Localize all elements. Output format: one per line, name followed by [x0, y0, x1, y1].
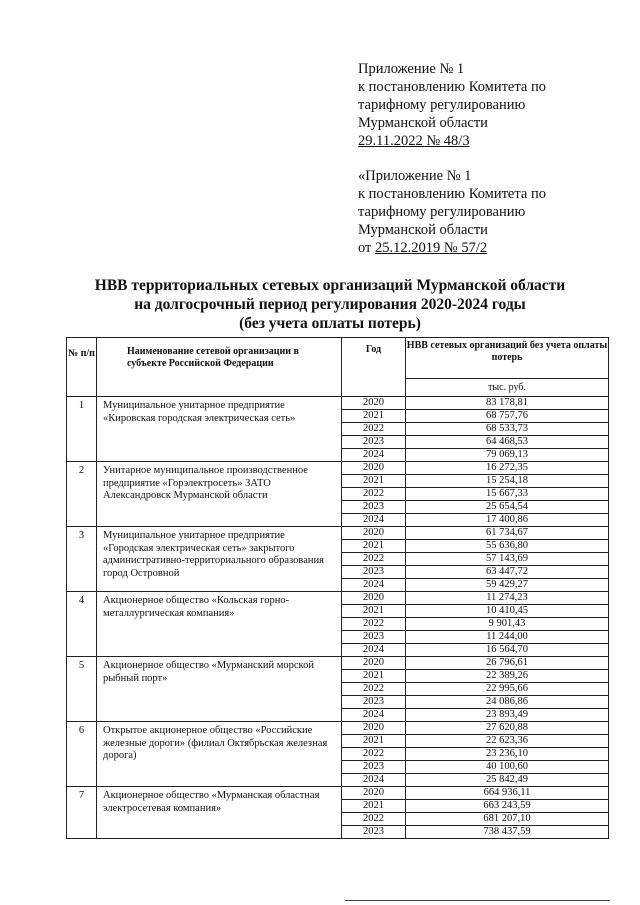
nvv-value-cell: 15 254,18: [406, 475, 609, 488]
table-row: [67, 787, 609, 800]
nvv-value-cell: 55 636,80: [406, 540, 609, 553]
nvv-value-cell: 15 667,33: [406, 488, 609, 501]
year-cell: 2024: [342, 644, 406, 657]
nvv-value-cell: 79 069,13: [406, 449, 609, 462]
org-number: 3: [67, 527, 97, 592]
year-cell: 2020: [342, 592, 406, 605]
year-cell: 2022: [342, 683, 406, 696]
year-cell: 2022: [342, 553, 406, 566]
year-cell: 2023: [342, 501, 406, 514]
nvv-value-cell: 11 244,00: [406, 631, 609, 644]
year-cell: 2023: [342, 696, 406, 709]
header-line: тарифному регулированию: [358, 204, 526, 220]
nvv-value-cell: 663 243,59: [406, 800, 609, 813]
org-number: 1: [67, 397, 97, 462]
table-row: [67, 397, 609, 410]
nvv-value-cell: 26 796,61: [406, 657, 609, 670]
nvv-value-cell: 64 468,53: [406, 436, 609, 449]
table-row: [67, 462, 609, 475]
year-cell: 2024: [342, 449, 406, 462]
nvv-table: [66, 337, 609, 839]
nvv-value-cell: 68 533,73: [406, 423, 609, 436]
table-row: [67, 722, 609, 735]
year-cell: 2023: [342, 761, 406, 774]
year-cell: 2021: [342, 735, 406, 748]
org-number: 5: [67, 657, 97, 722]
nvv-value-cell: 83 178,81: [406, 397, 609, 410]
nvv-value-cell: 23 893,49: [406, 709, 609, 722]
org-name: Муниципальное унитарное предприятие «Кировская городская электрическая сеть»: [97, 397, 342, 462]
year-cell: 2023: [342, 826, 406, 839]
table-row: [67, 527, 609, 540]
document-title: [60, 276, 600, 333]
year-cell: 2021: [342, 800, 406, 813]
nvv-value-cell: 57 143,69: [406, 553, 609, 566]
table-body: [67, 397, 609, 839]
nvv-value-cell: 11 274,23: [406, 592, 609, 605]
header-line: Мурманской области: [358, 115, 488, 131]
header-nvv: НВВ сетевых организаций без учета оплаты потерь: [406, 338, 609, 379]
table-row: [67, 592, 609, 605]
org-name: Акционерное общество «Мурманская областная электросетевая компания»: [97, 787, 342, 839]
org-name: Унитарное муниципальное производственное предприятие «Горэлектросеть» ЗАТО Александровск Мурманской области: [97, 462, 342, 527]
previous-appendix-header: [358, 167, 546, 257]
nvv-value-cell: 22 389,26: [406, 670, 609, 683]
date-prefix: от: [358, 240, 376, 256]
nvv-value-cell: 22 995,66: [406, 683, 609, 696]
nvv-value-cell: 738 437,59: [406, 826, 609, 839]
nvv-value-cell: 61 734,67: [406, 527, 609, 540]
year-cell: 2021: [342, 540, 406, 553]
year-cell: 2021: [342, 475, 406, 488]
org-number: 7: [67, 787, 97, 839]
header-line: Приложение № 1: [358, 61, 465, 77]
year-cell: 2021: [342, 670, 406, 683]
org-name: Открытое акционерное общество «Российские железные дороги» (филиал Октябрьская железная дорога): [97, 722, 342, 787]
year-cell: 2022: [342, 618, 406, 631]
year-cell: 2022: [342, 813, 406, 826]
year-cell: 2024: [342, 709, 406, 722]
header-number: № п/п: [67, 338, 97, 397]
header-line: тарифному регулированию: [358, 97, 526, 113]
nvv-value-cell: 24 086,86: [406, 696, 609, 709]
year-cell: 2021: [342, 605, 406, 618]
header-line: к постановлению Комитета по: [358, 186, 546, 202]
nvv-value-cell: 16 564,70: [406, 644, 609, 657]
nvv-value-cell: 25 842,49: [406, 774, 609, 787]
year-cell: 2020: [342, 722, 406, 735]
org-name: Муниципальное унитарное предприятие «Городская электрическая сеть» закрытого административно-территориального образования город Островной: [97, 527, 342, 592]
org-number: 6: [67, 722, 97, 787]
header-line: Мурманской области: [358, 222, 488, 238]
year-cell: 2022: [342, 423, 406, 436]
table-row: [67, 657, 609, 670]
header-year: Год: [342, 338, 406, 397]
year-cell: 2022: [342, 748, 406, 761]
year-cell: 2023: [342, 436, 406, 449]
year-cell: 2021: [342, 410, 406, 423]
year-cell: 2020: [342, 462, 406, 475]
title-line: (без учета оплаты потерь): [239, 315, 421, 332]
title-line: на долгосрочный период регулирования 2020-2024 годы: [134, 296, 526, 313]
year-cell: 2023: [342, 566, 406, 579]
org-number: 4: [67, 592, 97, 657]
year-cell: 2020: [342, 787, 406, 800]
nvv-value-cell: 27 620,88: [406, 722, 609, 735]
nvv-value-cell: 17 400,86: [406, 514, 609, 527]
year-cell: 2020: [342, 527, 406, 540]
decree-date-number: 29.11.2022 № 48/3: [358, 133, 470, 149]
nvv-value-cell: 664 936,11: [406, 787, 609, 800]
org-name: Акционерное общество «Мурманский морской рыбный порт»: [97, 657, 342, 722]
previous-decree-date-number: 25.12.2019 № 57/2: [375, 240, 488, 256]
nvv-value-cell: 68 757,76: [406, 410, 609, 423]
header-unit: тыс. руб.: [406, 379, 609, 397]
year-cell: 2024: [342, 514, 406, 527]
nvv-value-cell: 10 410,45: [406, 605, 609, 618]
page-bottom-rule: [345, 900, 610, 901]
title-line: НВВ территориальных сетевых организаций Мурманской области: [94, 277, 566, 294]
year-cell: 2020: [342, 657, 406, 670]
nvv-value-cell: 25 654,54: [406, 501, 609, 514]
nvv-value-cell: 59 429,27: [406, 579, 609, 592]
nvv-value-cell: 22 623,36: [406, 735, 609, 748]
year-cell: 2024: [342, 579, 406, 592]
nvv-value-cell: 63 447,72: [406, 566, 609, 579]
org-number: 2: [67, 462, 97, 527]
year-cell: 2022: [342, 488, 406, 501]
nvv-value-cell: 681 207,10: [406, 813, 609, 826]
appendix-header: [358, 60, 546, 150]
nvv-value-cell: 16 272,35: [406, 462, 609, 475]
nvv-value-cell: 40 100,60: [406, 761, 609, 774]
nvv-value-cell: 9 901,43: [406, 618, 609, 631]
header-line: «Приложение № 1: [358, 168, 472, 184]
year-cell: 2024: [342, 774, 406, 787]
header-line: к постановлению Комитета по: [358, 79, 546, 95]
org-name: Акционерное общество «Кольская горно-металлургическая компания»: [97, 592, 342, 657]
nvv-value-cell: 23 236,10: [406, 748, 609, 761]
year-cell: 2023: [342, 631, 406, 644]
header-organization: Наименование сетевой организации в субъекте Российской Федерации: [97, 338, 342, 397]
year-cell: 2020: [342, 397, 406, 410]
